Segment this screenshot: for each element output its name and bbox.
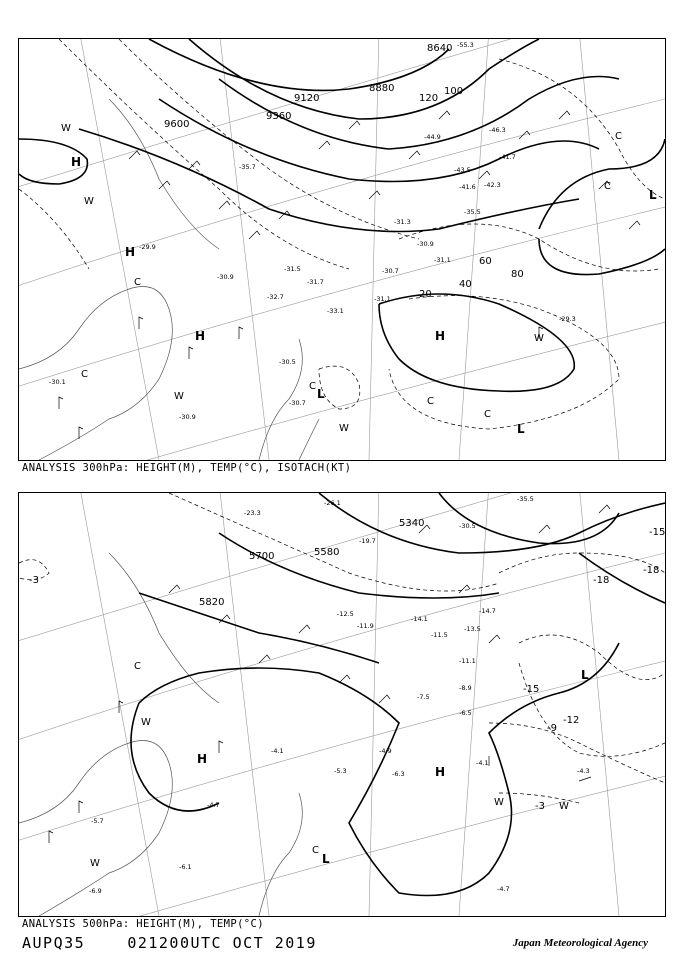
temp-obs: -4.1 [271,747,284,755]
cold-label: C [604,181,611,192]
cold-label: C [312,845,319,856]
pressure-centers [197,668,589,866]
coastline [19,553,302,916]
isotherm-label: -15 [649,527,665,538]
isotherm-label: -18 [643,565,660,576]
temp-obs: -30.9 [417,240,434,248]
isotach-labels [419,86,524,300]
temp-obs: -4.7 [497,885,510,893]
temp-obs: -19.7 [359,537,376,545]
temp-obs: -7.5 [417,693,430,701]
isotherm-label: -9 [547,723,557,734]
warm-label: W [84,196,94,207]
analysis-500hpa-map [18,492,666,917]
height-label: 9360 [266,111,292,122]
low-center: L [322,852,330,866]
temp-obs: -32.7 [267,293,284,301]
high-center: H [435,765,446,779]
map-300hpa-canvas [19,39,665,460]
height-label: 5820 [199,597,225,608]
warm-label: W [90,858,100,869]
temp-obs: -6.1 [179,863,192,871]
temp-obs: -31.3 [394,218,411,226]
warm-label: W [141,717,151,728]
graticule [19,39,665,460]
isotach-label: 100 [444,86,464,97]
temp-obs: -30.7 [382,267,399,275]
height-contours [19,39,665,391]
map-500hpa-canvas [19,493,665,916]
isotach-label: 80 [511,269,524,280]
high-center: H [195,329,206,343]
wind-barbs [59,111,640,460]
warm-label: W [534,333,544,344]
high-center: H [71,155,82,169]
isotherms [19,39,665,429]
height-label: 9120 [294,93,320,104]
temp-obs: -43.5 [454,166,471,174]
temp-obs: -30.5 [279,358,296,366]
caption-300hpa: ANALYSIS 300hPa: HEIGHT(M), TEMP(°C), ISOTACH(KT) [22,462,352,474]
temp-obs: -14.1 [411,615,428,623]
isotherm-label: -3 [29,575,39,586]
high-center: H [125,245,136,259]
temp-obs: -12.5 [337,610,354,618]
temp-obs: -31.5 [284,265,301,273]
chart-datetime: 021200UTC OCT 2019 [127,934,317,952]
temp-obs: -5.3 [334,767,347,775]
isotherm-label: -18 [593,575,610,586]
height-label: 8880 [369,83,395,94]
temp-obs: -35.5 [517,495,534,503]
height-labels [199,518,424,608]
warm-label: W [339,423,349,434]
temp-obs: -6.3 [392,770,405,778]
temp-obs: -35.7 [239,163,256,171]
height-label: 5340 [399,518,425,529]
temp-obs: -30.9 [179,413,196,421]
temp-obs: -8.9 [459,684,472,692]
isotherm-label: -12 [563,715,580,726]
zone-labels [90,661,569,869]
cold-label: C [134,661,141,672]
temp-obs: -4.3 [577,767,590,775]
temp-obs: -35.5 [464,208,481,216]
temp-obs: -29.9 [139,243,156,251]
temp-obs: -4.1 [476,759,489,767]
temp-obs: -29.3 [559,315,576,323]
cold-label: C [615,131,622,142]
height-label: 5700 [249,551,275,562]
temp-obs: -55.3 [457,41,474,49]
isotach-label: 40 [459,279,472,290]
temp-obs: -41.7 [499,153,516,161]
pressure-centers [71,155,657,436]
temp-obs: -30.7 [289,399,306,407]
temp-obs: -44.9 [424,133,441,141]
temp-obs: -31.7 [307,278,324,286]
warm-label: W [174,391,184,402]
analysis-300hpa-map [18,38,666,461]
isotach-label: 120 [419,93,439,104]
temp-obs: -11.5 [431,631,448,639]
isotherm-label: -3 [535,801,545,812]
low-center: L [317,387,325,401]
height-contours [131,493,665,896]
temp-obs: -23.3 [244,509,261,517]
height-label: 9600 [164,119,190,130]
cold-label: C [484,409,491,420]
height-label: 5580 [314,547,340,558]
temp-obs: -46.3 [489,126,506,134]
temp-obs: -31.1 [434,256,451,264]
temp-obs: -6.5 [459,709,472,717]
low-center: L [517,422,525,436]
temp-obs: -11.1 [459,657,476,665]
cold-label: C [427,396,434,407]
high-center: H [435,329,446,343]
temp-obs: -30.9 [217,273,234,281]
temp-obs: -14.7 [479,607,496,615]
isotherm-labels [29,527,665,812]
warm-label: W [559,801,569,812]
warm-label: W [494,797,504,808]
temp-obs: -42.3 [484,181,501,189]
low-center: L [649,188,657,202]
cold-label: C [81,369,88,380]
caption-500hpa: ANALYSIS 500hPa: HEIGHT(M), TEMP(°C) [22,918,264,930]
high-center: H [197,752,208,766]
temp-obs: -6.9 [89,887,102,895]
low-center: L [581,668,589,682]
isotach-label: 60 [479,256,492,267]
cold-label: C [309,381,316,392]
temp-obs: -4.9 [379,747,392,755]
temp-obs: -30.1 [49,378,66,386]
temp-obs: -11.9 [357,622,374,630]
warm-label: W [61,123,71,134]
cold-label: C [134,277,141,288]
temp-obs: -4.7 [207,801,220,809]
temp-obs: -26.1 [324,499,341,507]
temp-obs: -5.7 [91,817,104,825]
temp-obs: -41.6 [459,183,476,191]
graticule [19,493,665,916]
isotach-label: 20 [419,289,432,300]
height-labels [164,43,452,130]
isotherms [19,493,665,803]
isotherm-label: -15 [523,684,540,695]
chart-code: AUPQ35 [22,934,86,952]
temp-obs: -30.5 [459,522,476,530]
temp-obs: -13.5 [464,625,481,633]
temp-obs: -33.1 [327,307,344,315]
agency-name: Japan Meteorological Agency [512,937,648,949]
temp-obs: -31.1 [374,295,391,303]
zone-labels [61,123,622,434]
height-label: 8640 [427,43,453,54]
chart-identifier [22,934,317,952]
coastline [19,99,319,460]
